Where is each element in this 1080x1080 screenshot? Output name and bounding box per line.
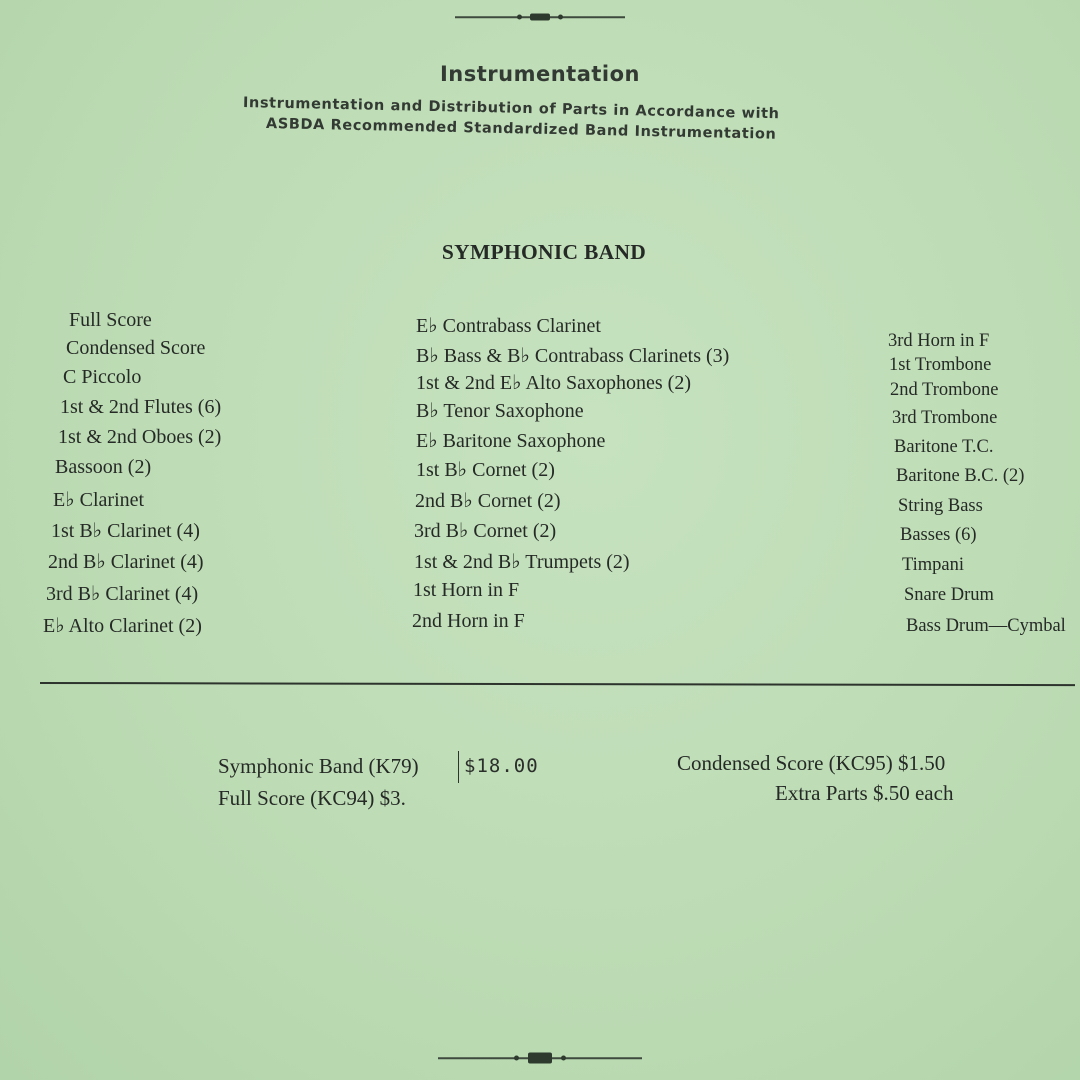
instrument-item: Timpani: [902, 555, 965, 575]
condensed-score-price: Condensed Score (KC95) $1.50: [677, 751, 946, 775]
instrument-item: Bass Drum—Cymbal: [906, 616, 1066, 636]
page-title: Instrumentation: [439, 62, 640, 86]
subtitle-line-2: ASBDA Recommended Standardized Band Instrumentation: [265, 116, 777, 143]
instrument-item: B♭ Bass & B♭ Contrabass Clarinets (3): [416, 345, 730, 367]
instrument-item: 1st Horn in F: [413, 579, 520, 601]
bottom-ornament: [438, 1050, 642, 1066]
top-ornament: [455, 10, 625, 24]
instrument-item: 2nd Horn in F: [412, 610, 525, 632]
instrument-item: 3rd Trombone: [892, 408, 998, 428]
instrument-item: E♭ Alto Clarinet (2): [43, 615, 202, 637]
instrument-item: Bassoon (2): [55, 456, 152, 478]
instrument-item: 2nd B♭ Cornet (2): [415, 490, 561, 512]
divider: [40, 682, 1075, 686]
instrument-item: 1st & 2nd Flutes (6): [60, 396, 222, 418]
symphonic-band-price: $18.00: [464, 755, 539, 777]
instrument-item: E♭ Baritone Saxophone: [416, 430, 606, 452]
extra-parts-price: Extra Parts $.50 each: [775, 781, 954, 805]
instrument-item: 3rd B♭ Clarinet (4): [46, 583, 199, 605]
instrument-item: Basses (6): [900, 525, 977, 545]
instrument-item: 1st & 2nd E♭ Alto Saxophones (2): [416, 372, 691, 394]
instrument-item: String Bass: [898, 496, 983, 516]
section-title: SYMPHONIC BAND: [441, 240, 647, 264]
instrument-item: B♭ Tenor Saxophone: [416, 400, 584, 422]
instrument-item: 1st B♭ Cornet (2): [416, 459, 555, 481]
price-bar: [458, 751, 459, 783]
instrument-item: 1st Trombone: [889, 355, 992, 375]
instrument-item: 2nd B♭ Clarinet (4): [48, 551, 204, 573]
instrument-item: 3rd B♭ Cornet (2): [414, 520, 557, 542]
instrument-item: E♭ Contrabass Clarinet: [416, 315, 601, 337]
full-score-price: Full Score (KC94) $3.: [218, 786, 406, 810]
subtitle-line-1: Instrumentation and Distribution of Parts in Accordance with: [242, 95, 780, 123]
instrument-item: 2nd Trombone: [890, 380, 999, 400]
instrument-item: 1st & 2nd B♭ Trumpets (2): [414, 551, 630, 573]
instrument-item: 1st B♭ Clarinet (4): [51, 520, 200, 542]
instrument-item: Snare Drum: [904, 585, 994, 605]
instrument-item: 1st & 2nd Oboes (2): [58, 426, 222, 448]
instrument-item: Condensed Score: [66, 337, 206, 359]
instrument-item: 3rd Horn in F: [888, 331, 990, 351]
symphonic-band-label: Symphonic Band (K79): [218, 754, 419, 778]
instrument-item: Full Score: [69, 309, 152, 331]
instrument-item: C Piccolo: [63, 366, 142, 388]
instrument-item: E♭ Clarinet: [53, 489, 145, 511]
instrument-item: Baritone T.C.: [894, 437, 994, 457]
instrument-item: Baritone B.C. (2): [896, 466, 1025, 486]
